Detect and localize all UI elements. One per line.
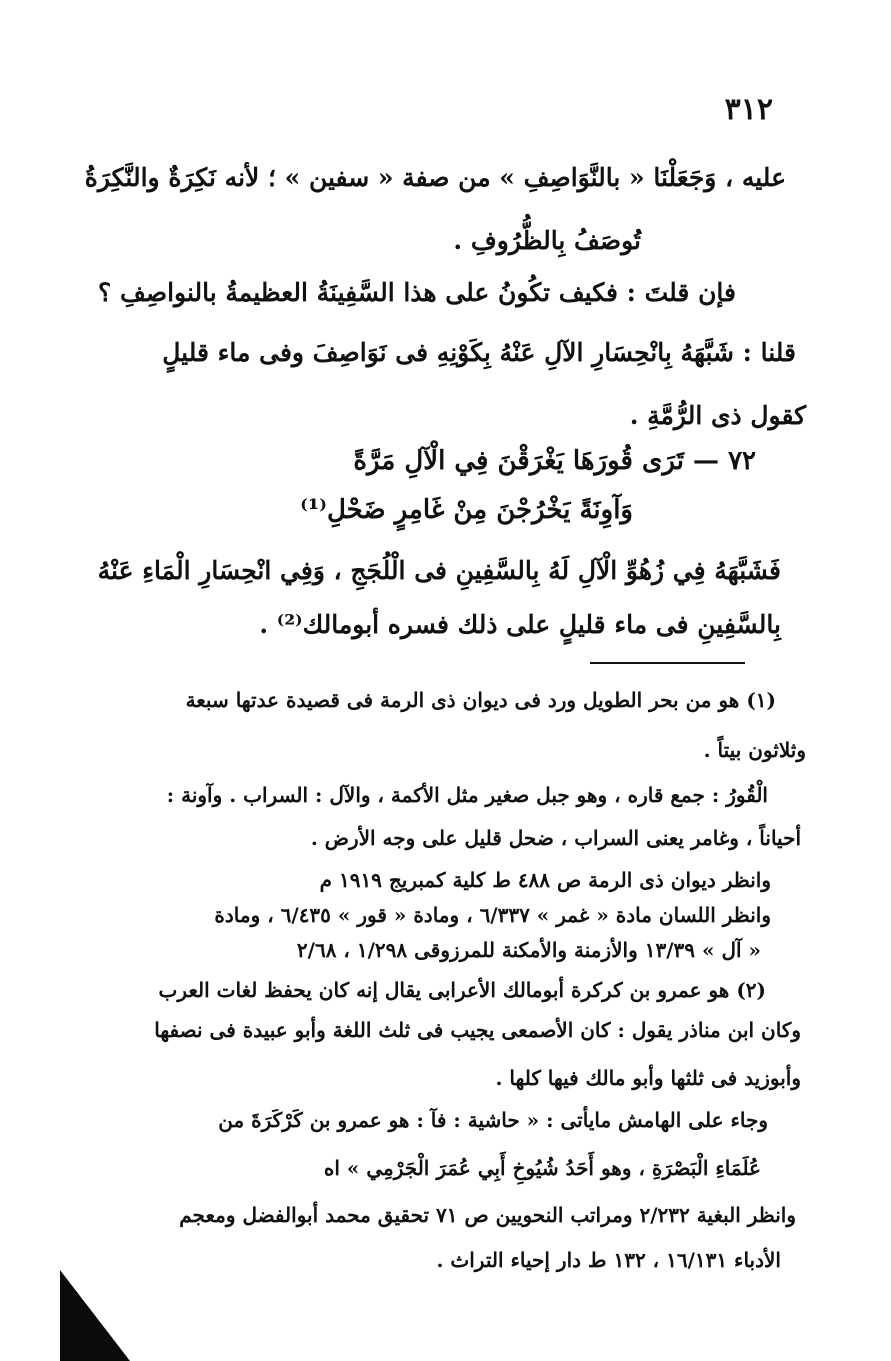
footnote-line-10: وأبوزيد فى ثلثها وأبو مالك فيها كلها . — [495, 1066, 801, 1090]
footnote-line-9: وكان ابن مناذر يقول : كان الأصمعى يجيب فى ثلث اللغة وأبو عبيدة فى نصفها — [154, 1018, 801, 1042]
body-line-1: عليه ، وَجَعَلْنَا « بالنَّوَاصِفِ » من صفة « سفين » ؛ لأنه نَكِرَةٌ والنَّكِرَةُ — [84, 163, 786, 192]
footnote-line-3: الْقُورُ : جمع قاره ، وهو جبل صغير مثل الأكمة ، والآل : السراب . وآونة : — [166, 783, 768, 807]
body-line-2: تُوصَفُ بِالظُّرُوفِ . — [453, 226, 641, 255]
verse-hemistich-1: ٧٢ — تَرَى قُورَهَا يَغْرَقْنَ فِي الْآلِ مَرَّةً — [353, 446, 756, 476]
verse-hemistich-2: وَآوِنَةً يَخْرُجْنَ مِنْ غَامِرٍ ضَحْلِ⁽¹⁾ — [300, 495, 633, 525]
body-line-5: كقول ذى الرُّمَّةِ . — [629, 401, 806, 430]
body-line-7: بِالسَّفِينِ فى ماء قليلٍ على ذلك فسره أبومالك⁽²⁾ . — [259, 610, 781, 639]
footnote-line-2: وثلاثون بيتاً . — [703, 738, 806, 762]
footnote-line-14: الأدباء ١٦/١٣١ ، ١٣٢ ط دار إحياء التراث . — [436, 1248, 781, 1272]
footnote-divider — [590, 662, 745, 664]
footnote-line-7: « آل » ١٣/٣٩ والأزمنة والأمكنة للمرزوقى ١/٢٩٨ ، ٢/٦٨ — [296, 938, 761, 962]
footnote-line-11: وجاء على الهامش مايأتى : « حاشية : فآ : هو عمرو بن كَرْكَرَةَ من — [218, 1108, 768, 1132]
footnote-line-8: (٢) هو عمرو بن كركرة أبومالك الأعرابى يقال إنه كان يحفظ لغات العرب — [158, 978, 766, 1002]
body-line-3: فإن قلتَ : فكيف تكُونُ على هذا السَّفِينَةُ العظيمةُ بالنواصِفِ ؟ — [98, 278, 736, 307]
body-line-4: قلنا : شَبَّهَهُ بِانْحِسَارِ الآلِ عَنْهُ بِكَوْنِهِ فى نَوَاصِفَ وفى ماء قليلٍ — [162, 338, 796, 367]
footnote-line-6: وانظر اللسان مادة « غمر » ٦/٣٣٧ ، ومادة « قور » ٦/٤٣٥ ، ومادة — [214, 903, 771, 927]
scan-shadow-corner — [60, 1270, 130, 1361]
body-line-6: فَشَبَّهَهُ فِي زُهُوِّ الْآلِ لَهُ بِالسَّفِينِ فى الْلُجَجِ ، وَفِي انْحِسَارِ الْمَاءِ عَنْهُ — [97, 556, 781, 585]
footnote-line-5: وانظر ديوان ذى الرمة ص ٤٨٨ ط كلية كمبريج ١٩١٩ م — [319, 868, 771, 892]
footnote-line-1: (١) هو من بحر الطويل ورد فى ديوان ذى الرمة فى قصيدة عدتها سبعة — [185, 688, 776, 712]
footnote-line-12: عُلَمَاءِ الْبَصْرَةِ ، وهو أَحَدُ شُيُوخِ أَبِي عُمَرَ الْجَرْمِي » اه — [323, 1156, 761, 1180]
page-number: ٣١٢ — [724, 92, 773, 127]
footnote-line-13: وانظر البغية ٢/٢٣٢ ومراتب النحويين ص ٧١ تحقيق محمد أبوالفضل ومعجم — [179, 1203, 796, 1227]
footnote-line-4: أحياناً ، وغامر يعنى السراب ، ضحل قليل على وجه الأرض . — [310, 826, 801, 850]
